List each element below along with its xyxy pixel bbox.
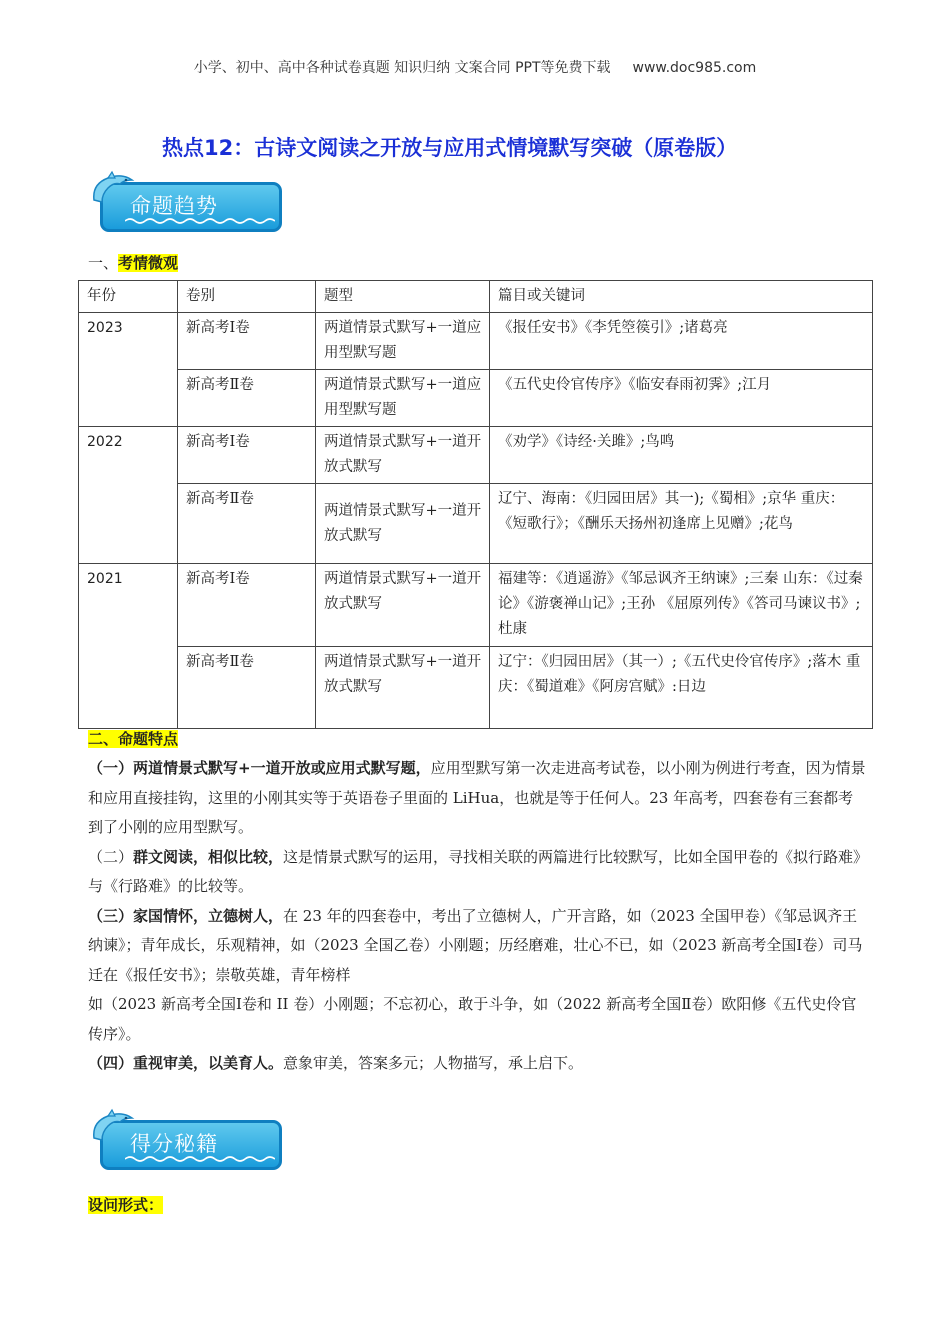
exam-table bbox=[78, 280, 873, 729]
feature-text: 在 23 年的四套卷中，考出了立德树人，广开言路，如（2023 全国甲卷）《邹忌讽齐王纳谏》；青年成长，乐观精神，如（2023 全国乙卷）小刚题；历经磨难，壮心不已，如（2023 新高考全国Ⅰ卷）司马迁在《报任安书》；崇敬英雄，青年榜样 bbox=[88, 906, 863, 984]
section-prefix: 一、 bbox=[88, 254, 119, 272]
type-cell: 两道情景式默写+一道开放式默写 bbox=[316, 427, 490, 484]
feature-bold: （四）重视审美，以美育人。 bbox=[88, 1054, 284, 1072]
section-title: 二、命题特点 bbox=[88, 730, 179, 748]
type-cell: 两道情景式默写+一道开放式默写 bbox=[316, 647, 490, 729]
banner-tips bbox=[88, 1108, 288, 1178]
table-row bbox=[79, 370, 873, 427]
year-cell: 2021 bbox=[79, 564, 178, 729]
table-row bbox=[79, 313, 873, 370]
paper-cell: 新高考Ⅰ卷 bbox=[178, 427, 316, 484]
feature-bold: （三）家国情怀，立德树人， bbox=[88, 906, 284, 925]
table-header-row bbox=[79, 281, 873, 313]
keywords-cell: 辽宁、海南：《归园田居》其一);《蜀相》;京华 重庆：《短歌行》；《酬乐天扬州初逢席上见赠》;花鸟 bbox=[490, 484, 873, 564]
keywords-cell: 福建等：《逍遥游》《邹忌讽齐王纳谏》;三秦 山东：《过秦论》《游褒禅山记》;王孙 《屈原列传》《答司马谏议书》;杜康 bbox=[490, 564, 873, 647]
section-title: 设问形式： bbox=[88, 1196, 164, 1214]
type-cell: 两道情景式默写+一道开放式默写 bbox=[316, 564, 490, 647]
header-keywords: 篇目或关键词 bbox=[490, 281, 873, 313]
feature-bold: 群文阅读，相似比较， bbox=[133, 847, 284, 866]
type-cell: 两道情景式默写+一道开放式默写 bbox=[316, 484, 490, 564]
table-row bbox=[79, 484, 873, 564]
feature-bold: （一）两道情景式默写+一道开放或应用式默写题， bbox=[88, 759, 431, 777]
feature-text: 这是情景式默写的运用，寻找相关联的两篇进行比较默写，比如全国甲卷的《拟行路难》与《行路难》的比较等。 bbox=[88, 847, 861, 895]
header-year: 年份 bbox=[79, 281, 178, 313]
header-paper: 卷别 bbox=[178, 281, 316, 313]
feature-text: 意象审美，答案多元；人物描写，承上启下。 bbox=[283, 1054, 584, 1072]
page-header bbox=[0, 57, 950, 77]
feature-paragraph bbox=[88, 990, 868, 1049]
page-title: 热点12：古诗文阅读之开放与应用式情境默写突破（原卷版） bbox=[162, 136, 738, 160]
header-text: 小学、初中、高中各种试卷真题 知识归纳 文案合同 PPT等免费下载 bbox=[193, 60, 611, 76]
keywords-cell: 《五代史伶官传序》《临安春雨初霁》;江月 bbox=[490, 370, 873, 427]
paper-cell: 新高考Ⅰ卷 bbox=[178, 313, 316, 370]
paper-cell: 新高考Ⅱ卷 bbox=[178, 370, 316, 427]
keywords-cell: 《报任安书》《李凭箜篌引》;诸葛亮 bbox=[490, 313, 873, 370]
features-text bbox=[88, 754, 868, 1079]
type-cell: 两道情景式默写+一道应用型默写题 bbox=[316, 313, 490, 370]
section-title: 考情微观 bbox=[118, 254, 179, 272]
dolphin-icon bbox=[88, 170, 136, 210]
dolphin-icon bbox=[88, 1108, 136, 1148]
feature-text: 应用型默写第一次走进高考试卷，以小刚为例进行考查，因为情景和应用直接挂钩，这里的小刚其实等于英语卷子里面的 LiHua，也就是等于任何人。23 年高考，四套卷有三套都考到了小刚的应用型默写。 bbox=[88, 759, 866, 836]
paper-cell: 新高考Ⅱ卷 bbox=[178, 484, 316, 564]
paper-cell: 新高考Ⅱ卷 bbox=[178, 647, 316, 729]
header-type: 题型 bbox=[316, 281, 490, 313]
feature-label: （二） bbox=[88, 847, 134, 866]
banner-label: 命题趋势 bbox=[130, 194, 218, 218]
year-cell: 2023 bbox=[79, 313, 178, 427]
table-row bbox=[79, 564, 873, 647]
section-question-format bbox=[88, 1194, 163, 1215]
feature-paragraph bbox=[88, 843, 868, 902]
section-features bbox=[88, 728, 178, 749]
table-row bbox=[79, 427, 873, 484]
type-cell: 两道情景式默写+一道应用型默写题 bbox=[316, 370, 490, 427]
banner-label: 得分秘籍 bbox=[130, 1132, 218, 1156]
paper-cell: 新高考Ⅰ卷 bbox=[178, 564, 316, 647]
header-url[interactable]: www.doc985.com bbox=[632, 60, 757, 76]
feature-paragraph bbox=[88, 902, 868, 991]
keywords-cell: 《劝学》《诗经·关雎》;鸟鸣 bbox=[490, 427, 873, 484]
feature-paragraph bbox=[88, 1049, 868, 1079]
feature-paragraph bbox=[88, 754, 868, 843]
section-exam-overview bbox=[88, 252, 178, 273]
table-row bbox=[79, 647, 873, 729]
year-cell: 2022 bbox=[79, 427, 178, 564]
keywords-cell: 辽宁：《归园田居》（其一）;《五代史伶官传序》;落木 重庆：《蜀道难》《阿房宫赋》:日边 bbox=[490, 647, 873, 729]
feature-text: 如（2023 新高考全国Ⅰ卷和 II 卷）小刚题；不忘初心，敢于斗争，如（2022 新高考全国Ⅱ卷）欧阳修《五代史伶官传序》。 bbox=[88, 995, 857, 1043]
banner-trend bbox=[88, 170, 288, 240]
